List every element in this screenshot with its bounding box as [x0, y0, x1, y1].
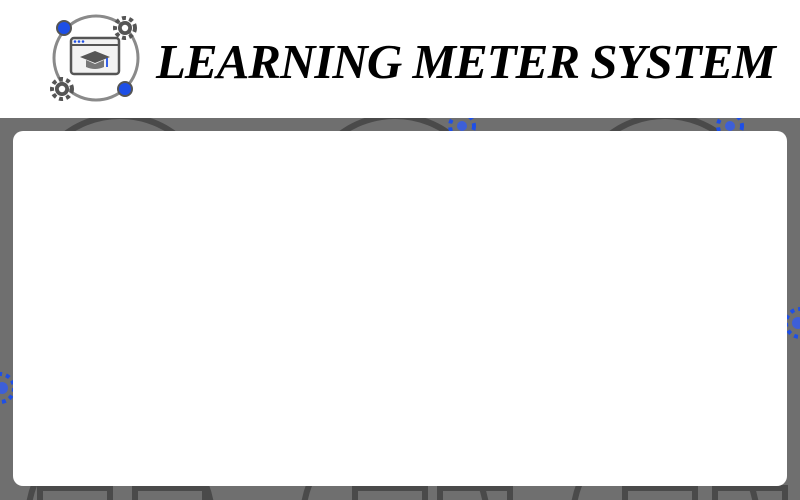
- app-header: [0, 0, 800, 118]
- content-panel: [13, 131, 787, 486]
- app-title: LEARNING METER SYSTEM: [156, 34, 775, 89]
- graduation-cap-gears-logo-icon: [44, 10, 148, 106]
